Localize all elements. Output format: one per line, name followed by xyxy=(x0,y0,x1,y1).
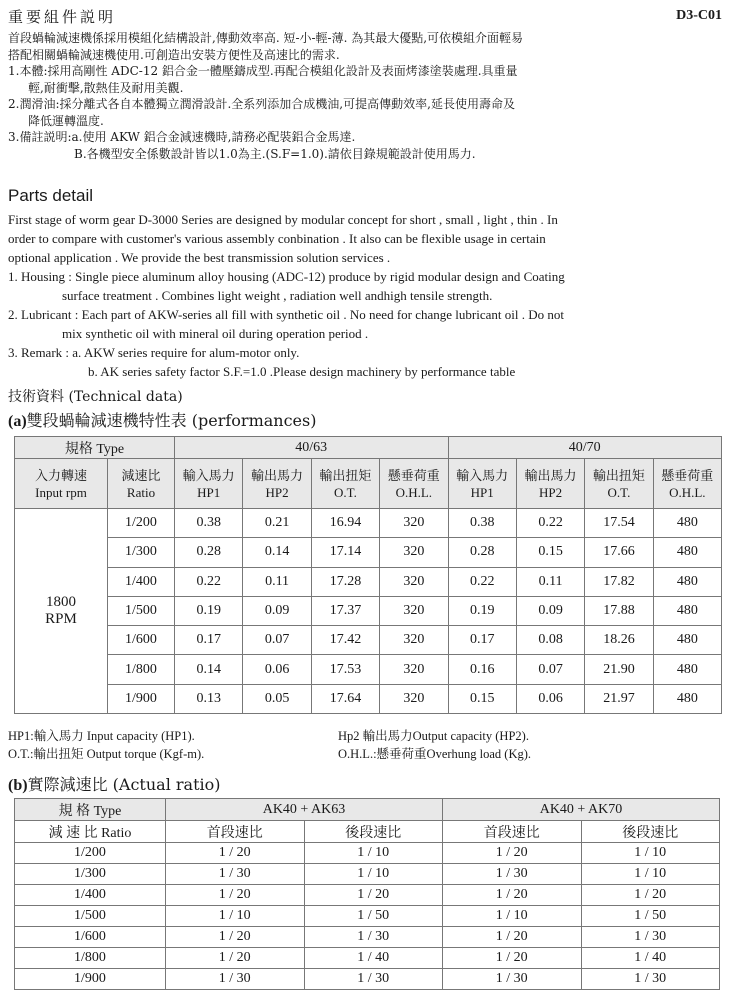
value-cell-b-hp1: 0.28 xyxy=(448,538,516,567)
en-item-housing-cont: surface treatment . Combines light weight , radiation well andhigh tensile strength. xyxy=(62,288,493,303)
stage-ratio-cell: 1 / 30 xyxy=(443,969,582,990)
value-cell-b-hp1: 0.19 xyxy=(448,596,516,625)
value-cell-a-hp2: 0.11 xyxy=(243,567,311,596)
value-cell-b-hp2: 0.08 xyxy=(516,626,584,655)
value-cell-a-hp2: 0.14 xyxy=(243,538,311,567)
zh-notes xyxy=(8,30,730,162)
en-intro-line: First stage of worm gear D-3000 Series are designed by modular concept for short , small , light , thin . In xyxy=(8,212,558,227)
value-cell-a-ohl: 320 xyxy=(380,509,448,538)
value-cell-b-hp2: 0.09 xyxy=(516,596,584,625)
table-row xyxy=(15,655,722,684)
first-stage-header: 首段速比 xyxy=(443,821,582,843)
value-cell-b-ohl: 480 xyxy=(653,567,721,596)
value-cell-a-hp1: 0.19 xyxy=(175,596,243,625)
section-a-prefix: (a) xyxy=(8,413,27,430)
performance-table xyxy=(14,436,722,714)
ohl-header: 懸垂荷重 O.H.L. xyxy=(653,459,721,509)
zh-item-lubricant-cont: 降低運轉溫度. xyxy=(28,113,104,128)
ratio-cell: 1/900 xyxy=(108,684,175,713)
table-row xyxy=(15,626,722,655)
value-cell-a-hp2: 0.07 xyxy=(243,626,311,655)
value-cell-b-hp2: 0.06 xyxy=(516,684,584,713)
zh-item-lubricant: 2.潤滑油:採分離式各自本體獨立潤滑設計.全系列添加合成機油,可提高傳動效率,延長使用壽命及 xyxy=(8,97,515,111)
parts-detail-title: Parts detail xyxy=(8,186,94,205)
zh-item-housing: 1.本體:採用高剛性 ADC-12 鋁合金一體壓鑄成型.再配合模組化設計及表面烤漆塗裝處理.具重量 xyxy=(8,64,518,78)
hp1-header: 輸入馬力 HP1 xyxy=(448,459,516,509)
stage-ratio-cell: 1 / 20 xyxy=(166,885,305,906)
legend-ot: O.T.:輸出扭矩 Output torque (Kgf-m). xyxy=(8,747,205,761)
model-header: 40/63 xyxy=(175,437,449,459)
en-item-lubricant: 2. Lubricant : Each part of AKW-series all fill with synthetic oil . No need for change lubricant oil . Do not xyxy=(8,307,564,322)
ratio-cell: 1/300 xyxy=(15,864,166,885)
ratio-cell: 1/500 xyxy=(15,906,166,927)
type-header: 規 格 Type xyxy=(15,799,166,821)
zh-item-remark: 3.備註説明:a.使用 AKW 鋁合金減速機時,請務必配裝鋁合金馬達. xyxy=(8,130,356,144)
value-cell-b-hp2: 0.11 xyxy=(516,567,584,596)
value-cell-a-hp2: 0.21 xyxy=(243,509,311,538)
value-cell-a-ohl: 320 xyxy=(380,655,448,684)
second-stage-header: 後段速比 xyxy=(581,821,720,843)
en-item-housing: 1. Housing : Single piece aluminum alloy housing (ADC-12) produce by rigid modular design and Coating xyxy=(8,269,565,284)
value-cell-a-ohl: 320 xyxy=(380,538,448,567)
stage-ratio-cell: 1 / 30 xyxy=(166,969,305,990)
value-cell-b-ot: 21.90 xyxy=(585,655,653,684)
value-cell-b-hp1: 0.22 xyxy=(448,567,516,596)
stage-ratio-cell: 1 / 10 xyxy=(581,843,720,864)
zh-item-housing-cont: 輕,耐衝擊,散熱佳及耐用美觀. xyxy=(28,80,184,95)
value-cell-a-hp2: 0.06 xyxy=(243,655,311,684)
section-b-title xyxy=(8,772,221,795)
value-cell-a-hp1: 0.38 xyxy=(175,509,243,538)
page-code: D3-C01 xyxy=(676,8,722,23)
stage-ratio-cell: 1 / 10 xyxy=(304,843,443,864)
en-item-lubricant-cont: mix synthetic oil with mineral oil during operation period . xyxy=(62,326,369,341)
en-item-remark: 3. Remark : a. AKW series require for alum-motor only. xyxy=(8,345,300,360)
stage-ratio-cell: 1 / 20 xyxy=(443,948,582,969)
ratio-cell: 1/800 xyxy=(15,948,166,969)
value-cell-a-ot: 17.64 xyxy=(311,684,379,713)
value-cell-b-ot: 17.82 xyxy=(585,567,653,596)
tech-data-title: 技術資料 (Technical data) xyxy=(8,389,183,405)
table-row xyxy=(15,567,722,596)
value-cell-a-hp2: 0.05 xyxy=(243,684,311,713)
zh-intro-line: 搭配相關蝸輪減速機使用.可創造出安裝方便性及高速比的需求. xyxy=(8,47,340,62)
value-cell-b-ohl: 480 xyxy=(653,538,721,567)
value-cell-a-ohl: 320 xyxy=(380,684,448,713)
value-cell-b-hp1: 0.16 xyxy=(448,655,516,684)
value-cell-a-ot: 17.28 xyxy=(311,567,379,596)
ratio-cell: 1/900 xyxy=(15,969,166,990)
input-rpm-header: 入力轉速 Input rpm xyxy=(15,459,108,509)
stage-ratio-cell: 1 / 50 xyxy=(304,906,443,927)
zh-intro-line: 首段蝸輪減速機係採用模組化結構設計,傳動效率高. 短-小-輕-薄. 為其最大優點,可依模組介面輕易 xyxy=(8,31,524,45)
stage-ratio-cell: 1 / 10 xyxy=(304,864,443,885)
ratio-header: 減 速 比 Ratio xyxy=(15,821,166,843)
stage-ratio-cell: 1 / 20 xyxy=(443,843,582,864)
value-cell-b-ohl: 480 xyxy=(653,626,721,655)
value-cell-a-ot: 17.14 xyxy=(311,538,379,567)
value-cell-a-ot: 17.42 xyxy=(311,626,379,655)
zh-section-title: 重要組件説明 xyxy=(8,8,117,26)
value-cell-b-ohl: 480 xyxy=(653,684,721,713)
legend-hp1: HP1:輸入馬力 Input capacity (HP1). xyxy=(8,729,195,743)
value-cell-a-hp1: 0.28 xyxy=(175,538,243,567)
stage-ratio-cell: 1 / 40 xyxy=(304,948,443,969)
value-cell-b-ot: 17.54 xyxy=(585,509,653,538)
hp1-header: 輸入馬力 HP1 xyxy=(175,459,243,509)
legend-hp2: Hp2 輸出馬力Output capacity (HP2). xyxy=(338,729,529,743)
value-cell-a-hp2: 0.09 xyxy=(243,596,311,625)
table-row xyxy=(15,509,722,538)
stage-ratio-cell: 1 / 20 xyxy=(166,927,305,948)
hp2-header: 輸出馬力 HP2 xyxy=(243,459,311,509)
stage-ratio-cell: 1 / 30 xyxy=(304,969,443,990)
stage-ratio-cell: 1 / 20 xyxy=(443,885,582,906)
ratio-cell: 1/600 xyxy=(15,927,166,948)
section-a-zh: 雙段蝸輪減速機特性表 xyxy=(26,411,187,430)
table-row xyxy=(15,864,720,885)
stage-ratio-cell: 1 / 20 xyxy=(581,885,720,906)
model-header: AK40 + AK63 xyxy=(166,799,443,821)
value-cell-b-hp2: 0.07 xyxy=(516,655,584,684)
stage-ratio-cell: 1 / 10 xyxy=(166,906,305,927)
value-cell-b-ohl: 480 xyxy=(653,655,721,684)
type-header: 規格 Type xyxy=(15,437,175,459)
stage-ratio-cell: 1 / 30 xyxy=(166,864,305,885)
stage-ratio-cell: 1 / 20 xyxy=(166,843,305,864)
ratio-cell: 1/400 xyxy=(15,885,166,906)
ratio-header: 減速比 Ratio xyxy=(108,459,175,509)
value-cell-a-ot: 17.37 xyxy=(311,596,379,625)
ratio-cell: 1/300 xyxy=(108,538,175,567)
legend-row xyxy=(8,744,728,762)
table-row xyxy=(15,906,720,927)
section-a-en: (performances) xyxy=(191,411,317,430)
ratio-cell: 1/200 xyxy=(108,509,175,538)
value-cell-b-hp1: 0.15 xyxy=(448,684,516,713)
value-cell-b-ohl: 480 xyxy=(653,596,721,625)
value-cell-a-hp1: 0.17 xyxy=(175,626,243,655)
value-cell-a-ohl: 320 xyxy=(380,626,448,655)
section-b-en: (Actual ratio) xyxy=(112,775,221,794)
stage-ratio-cell: 1 / 40 xyxy=(581,948,720,969)
stage-ratio-cell: 1 / 10 xyxy=(443,906,582,927)
parts-detail-body xyxy=(8,210,732,381)
stage-ratio-cell: 1 / 20 xyxy=(166,948,305,969)
value-cell-b-hp2: 0.22 xyxy=(516,509,584,538)
ratio-cell: 1/200 xyxy=(15,843,166,864)
stage-ratio-cell: 1 / 50 xyxy=(581,906,720,927)
en-intro-line: order to compare with customer's various assembly conbination . It also can be flexible usage in certain xyxy=(8,231,546,246)
value-cell-a-ot: 17.53 xyxy=(311,655,379,684)
ratio-cell: 1/500 xyxy=(108,596,175,625)
value-cell-b-ohl: 480 xyxy=(653,509,721,538)
stage-ratio-cell: 1 / 30 xyxy=(304,927,443,948)
zh-item-remark-cont: B.各機型安全係數設計皆以1.0為主.(S.F=1.0).請依目錄規範設計使用馬力. xyxy=(74,146,476,161)
table-row xyxy=(15,596,722,625)
stage-ratio-cell: 1 / 30 xyxy=(443,864,582,885)
value-cell-a-hp1: 0.14 xyxy=(175,655,243,684)
value-cell-b-ot: 17.88 xyxy=(585,596,653,625)
value-cell-b-ot: 18.26 xyxy=(585,626,653,655)
model-header: AK40 + AK70 xyxy=(443,799,720,821)
ratio-cell: 1/400 xyxy=(108,567,175,596)
table-row xyxy=(15,538,722,567)
en-intro-line: optional application . We provide the best transmission solution services . xyxy=(8,250,391,265)
model-header: 40/70 xyxy=(448,437,722,459)
stage-ratio-cell: 1 / 20 xyxy=(443,927,582,948)
legend-ohl: O.H.L.:懸垂荷重Overhung load (Kg). xyxy=(338,747,532,761)
value-cell-a-ohl: 320 xyxy=(380,596,448,625)
en-item-remark-cont: b. AK series safety factor S.F.=1.0 .Please design machinery by performance table xyxy=(88,364,516,379)
value-cell-a-hp1: 0.22 xyxy=(175,567,243,596)
table-row xyxy=(15,948,720,969)
second-stage-header: 後段速比 xyxy=(304,821,443,843)
ratio-cell: 1/800 xyxy=(108,655,175,684)
hp2-header: 輸出馬力 HP2 xyxy=(516,459,584,509)
table-row xyxy=(15,843,720,864)
ohl-header: 懸垂荷重 O.H.L. xyxy=(380,459,448,509)
stage-ratio-cell: 1 / 20 xyxy=(304,885,443,906)
section-b-prefix: (b) xyxy=(8,777,28,794)
table-row xyxy=(15,927,720,948)
section-b-zh: 實際減速比 xyxy=(27,775,108,794)
value-cell-a-hp1: 0.13 xyxy=(175,684,243,713)
table-row xyxy=(15,969,720,990)
section-a-title xyxy=(8,408,316,431)
value-cell-b-hp2: 0.15 xyxy=(516,538,584,567)
value-cell-b-ot: 21.97 xyxy=(585,684,653,713)
legend-row xyxy=(8,726,728,744)
value-cell-a-ohl: 320 xyxy=(380,567,448,596)
value-cell-a-ot: 16.94 xyxy=(311,509,379,538)
value-cell-b-hp1: 0.38 xyxy=(448,509,516,538)
table-row xyxy=(15,885,720,906)
value-cell-b-ot: 17.66 xyxy=(585,538,653,567)
input-rpm-cell: 1800 RPM xyxy=(15,509,108,714)
first-stage-header: 首段速比 xyxy=(166,821,305,843)
ot-header: 輸出扭矩 O.T. xyxy=(311,459,379,509)
table-row xyxy=(15,684,722,713)
ot-header: 輸出扭矩 O.T. xyxy=(585,459,653,509)
ratio-cell: 1/600 xyxy=(108,626,175,655)
actual-ratio-table xyxy=(14,798,720,990)
value-cell-b-hp1: 0.17 xyxy=(448,626,516,655)
stage-ratio-cell: 1 / 10 xyxy=(581,864,720,885)
stage-ratio-cell: 1 / 30 xyxy=(581,969,720,990)
stage-ratio-cell: 1 / 30 xyxy=(581,927,720,948)
